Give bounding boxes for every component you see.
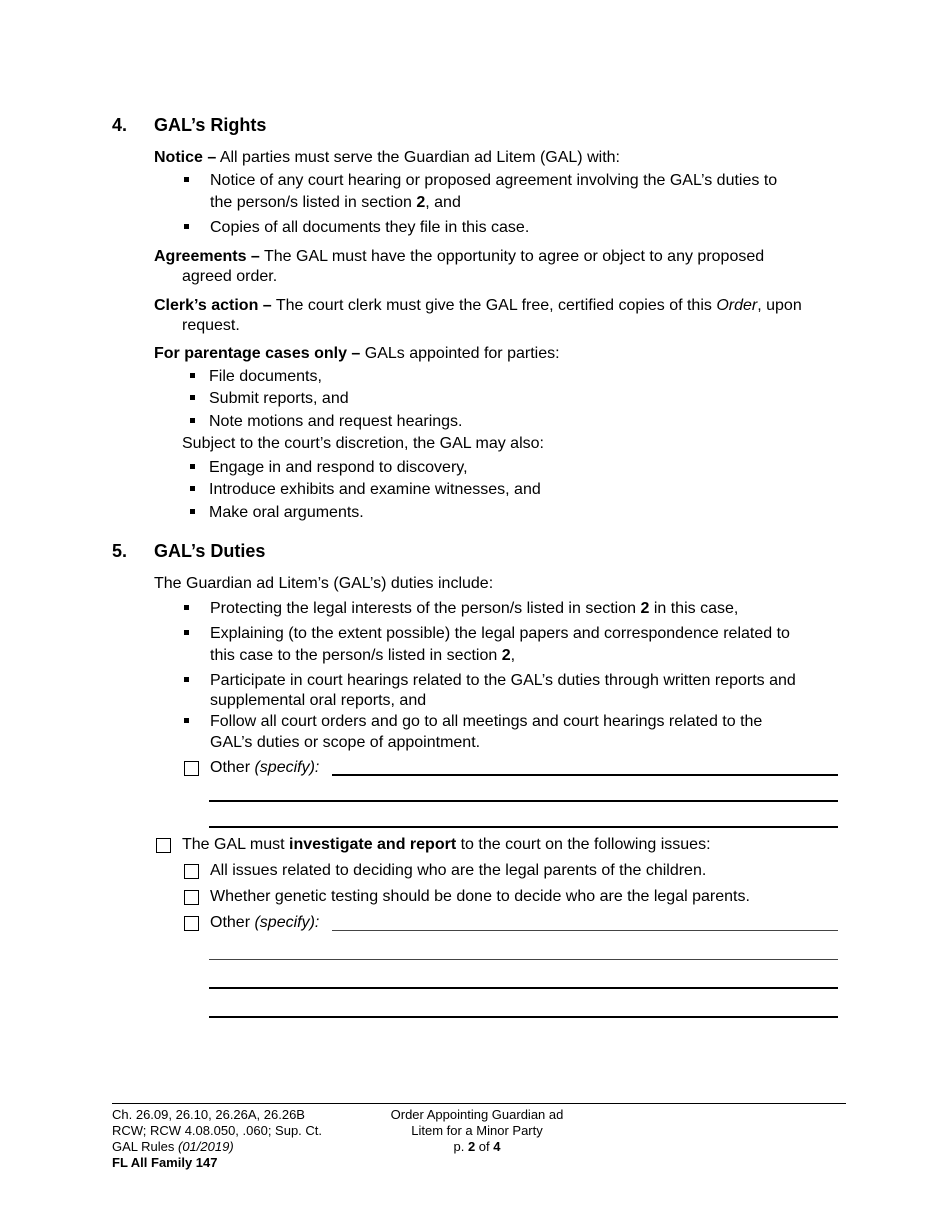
footer-rules-text: GAL Rules (112, 1139, 178, 1154)
bullet (190, 418, 195, 423)
footer-rules (112, 1139, 322, 1155)
notice-bullet-1-tail: , and (425, 194, 461, 211)
parentage-subject: Subject to the court’s discretion, the GAL may also: (182, 435, 544, 452)
footer-statutes: Ch. 26.09, 26.10, 26.26A, 26.26B (112, 1107, 305, 1122)
parentage-item: Engage in and respond to discovery, (209, 459, 468, 476)
other-duty-label (210, 757, 319, 778)
clerk-text: The court clerk must give the GAL free, certified copies of this (271, 297, 717, 314)
parentage-item: Make oral arguments. (209, 504, 364, 521)
parentage-item: Submit reports, and (209, 390, 349, 407)
clerk-line2: request. (182, 317, 240, 334)
notice-lead: Notice – (154, 149, 217, 166)
bullet (184, 677, 189, 682)
notice-bullet-2: Copies of all documents they file in this case. (210, 219, 530, 236)
notice-bullet-1-line2 (210, 192, 461, 213)
duty-1 (210, 598, 738, 619)
other-label: Other (210, 759, 255, 776)
issue-other-input-line[interactable] (209, 959, 838, 960)
specify-label: (specify): (254, 759, 320, 776)
investigate-text: The GAL must (182, 836, 289, 853)
section-ref: 2 (416, 194, 426, 211)
bullet (190, 373, 195, 378)
issue-other-checkbox[interactable] (184, 916, 199, 931)
parentage-lead: For parentage cases only – (154, 345, 361, 362)
other-duty-checkbox[interactable] (184, 761, 199, 776)
other-label: Other (210, 914, 255, 931)
parentage-item: Note motions and request hearings. (209, 413, 463, 430)
issue-genetic-testing-label: Whether genetic testing should be done to decide who are the legal parents. (210, 888, 750, 905)
issue-other-input-line[interactable] (332, 930, 838, 931)
other-duty-input-line[interactable] (209, 826, 838, 828)
parentage-item: File documents, (209, 368, 322, 385)
investigate-tail: to the court on the following issues: (456, 836, 711, 853)
issue-other-input-line[interactable] (209, 987, 838, 989)
parentage-text: GALs appointed for parties: (360, 345, 560, 362)
duty-1-text: Protecting the legal interests of the person/s listed in section (210, 600, 641, 617)
bullet (184, 177, 189, 182)
notice-text: All parties must serve the Guardian ad Litem (GAL) with: (216, 149, 620, 166)
footer-divider (112, 1103, 846, 1104)
footer-rules-date: (01/2019) (178, 1139, 234, 1154)
footer-page-number (372, 1139, 582, 1155)
duty-2-line1: Explaining (to the extent possible) the legal papers and correspondence related to (210, 625, 790, 642)
duty-4-line2: GAL’s duties or scope of appointment. (210, 734, 481, 751)
agreements-line2: agreed order. (182, 268, 278, 285)
investigate-checkbox[interactable] (156, 838, 171, 853)
section-5-number: 5. (112, 541, 128, 561)
footer-rcw: RCW; RCW 4.08.050, .060; Sup. Ct. (112, 1123, 323, 1138)
bullet (184, 605, 189, 610)
bullet (190, 395, 195, 400)
agreements-paragraph (154, 246, 764, 267)
duty-2-line2 (210, 645, 515, 666)
issue-parents-label: All issues related to deciding who are the legal parents of the children. (210, 862, 707, 879)
footer-form-id: FL All Family 147 (112, 1155, 218, 1170)
total-pages: 4 (493, 1139, 501, 1154)
agreements-lead: Agreements – (154, 248, 260, 265)
duty-3-line2: supplemental oral reports, and (210, 692, 427, 709)
issue-genetic-testing-checkbox[interactable] (184, 890, 199, 905)
duty-2-tail: , (510, 647, 516, 664)
duty-4-line1: Follow all court orders and go to all meetings and court hearings related to the (210, 713, 763, 730)
current-page: 2 (467, 1139, 476, 1154)
notice-bullet-1-line1: Notice of any court hearing or proposed agreement involving the GAL’s duties to (210, 172, 778, 189)
bullet (184, 224, 189, 229)
issue-other-input-line[interactable] (209, 1016, 838, 1018)
section-ref: 2 (640, 600, 650, 617)
clerk-lead: Clerk’s action – (154, 297, 272, 314)
agreements-text: The GAL must have the opportunity to agree or object to any proposed (259, 248, 765, 265)
notice-paragraph (154, 147, 620, 168)
bullet (190, 464, 195, 469)
footer-form-title-line1: Order Appointing Guardian ad (390, 1107, 564, 1122)
clerk-order-word: Order (716, 297, 758, 314)
section-ref: 2 (501, 647, 511, 664)
parentage-paragraph (154, 343, 560, 364)
duties-intro: The Guardian ad Litem’s (GAL’s) duties include: (154, 575, 494, 592)
footer-left (112, 1107, 322, 1171)
duty-2-text: this case to the person/s listed in section (210, 647, 502, 664)
duty-1-tail: in this case, (649, 600, 739, 617)
issue-other-label (210, 912, 319, 933)
bullet (190, 486, 195, 491)
duty-3-line1: Participate in court hearings related to the GAL’s duties through written reports and (210, 672, 796, 689)
section-5-title: GAL’s Duties (154, 541, 266, 561)
bullet (184, 630, 189, 635)
investigate-paragraph (182, 834, 711, 855)
footer-form-title-line2: Litem for a Minor Party (411, 1123, 543, 1138)
clerk-text-tail: , upon (757, 297, 802, 314)
bullet (184, 718, 189, 723)
notice-bullet-1-text: the person/s listed in section (210, 194, 417, 211)
footer-center (372, 1107, 582, 1155)
section-4-number: 4. (112, 115, 128, 135)
issue-parents-checkbox[interactable] (184, 864, 199, 879)
other-duty-input-line[interactable] (209, 800, 838, 802)
section-4-title: GAL’s Rights (154, 115, 267, 135)
specify-label: (specify): (254, 914, 320, 931)
parentage-item: Introduce exhibits and examine witnesses, and (209, 481, 541, 498)
investigate-emphasis: investigate and report (289, 836, 457, 853)
clerk-paragraph (154, 295, 802, 316)
bullet (190, 509, 195, 514)
page-prefix: p. (453, 1139, 468, 1154)
page-of: of (475, 1139, 494, 1154)
other-duty-input-line[interactable] (332, 774, 838, 776)
